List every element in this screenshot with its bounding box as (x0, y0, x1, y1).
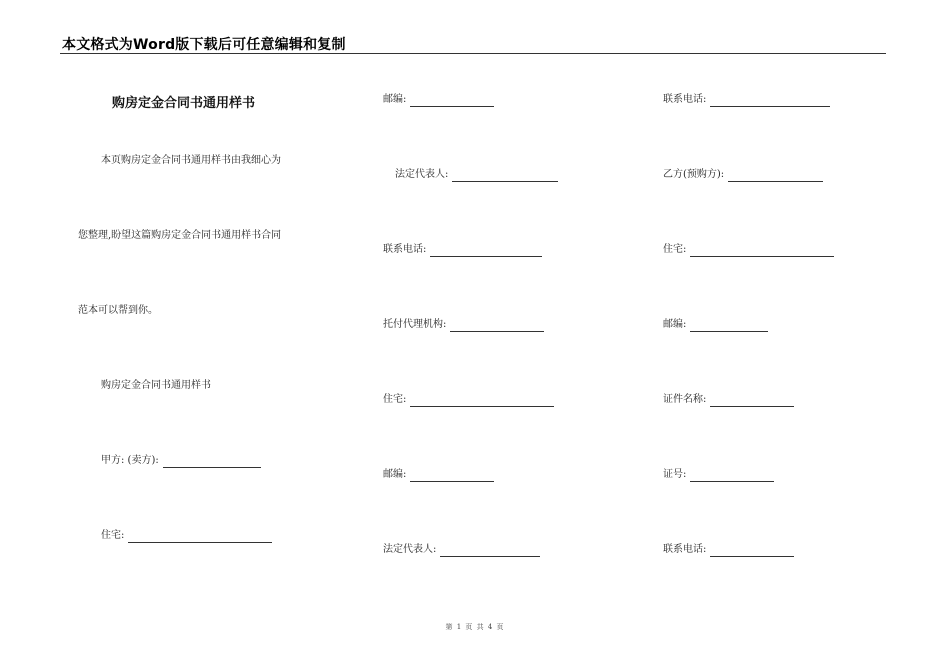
document-title: 购房定金合同书通用样书 (112, 96, 256, 111)
intro-line-2: 您整理,盼望这篇购房定金合同书通用样书合同 (78, 230, 282, 241)
party-b-postcode-label: 邮编: (663, 319, 687, 330)
id-number-field (663, 468, 774, 482)
postcode-label-2: 邮编: (383, 469, 407, 480)
party-b-postcode-field (663, 318, 768, 332)
postcode-field-2 (383, 468, 494, 482)
phone-blank-1 (430, 246, 542, 257)
postcode-blank-2 (410, 471, 494, 482)
party-b-phone-field (663, 543, 794, 557)
party-b-address-label: 住宅: (663, 244, 687, 255)
party-b-phone-label: 联系电话: (663, 544, 707, 555)
address-field-2 (383, 393, 554, 407)
party-b-label: 乙方(预购方): (663, 169, 725, 180)
legal-rep-field-1 (395, 168, 558, 182)
id-number-blank (690, 471, 774, 482)
party-b-field (663, 168, 823, 182)
phone-field-1 (383, 243, 542, 257)
agent-field (383, 318, 544, 332)
id-name-field (663, 393, 794, 407)
party-a-blank (163, 457, 261, 468)
id-name-blank (710, 396, 794, 407)
address-blank-2 (410, 396, 554, 407)
party-a-address-label: 住宅: (101, 530, 125, 541)
intro-line-3: 范本可以帮到你。 (78, 305, 158, 316)
postcode-label-1: 邮编: (383, 94, 407, 105)
phone-blank-a (710, 96, 830, 107)
party-a-field (101, 454, 261, 468)
party-b-blank (728, 171, 823, 182)
agent-label: 托付代理机构: (383, 319, 447, 330)
postcode-blank-1 (410, 96, 494, 107)
postcode-field-1 (383, 93, 494, 107)
id-number-label: 证号: (663, 469, 687, 480)
agent-blank (450, 321, 544, 332)
legal-rep-blank-2 (440, 546, 540, 557)
legal-rep-label-1: 法定代表人: (395, 169, 449, 180)
legal-rep-label-2: 法定代表人: (383, 544, 437, 555)
party-a-label: 甲方: (卖方): (101, 455, 159, 466)
header-notice: 本文格式为Word版下载后可任意编辑和复制 (62, 37, 346, 53)
phone-field-a (663, 93, 830, 107)
legal-rep-field-2 (383, 543, 540, 557)
party-b-address-field (663, 243, 834, 257)
address-label-2: 住宅: (383, 394, 407, 405)
header-divider (60, 53, 886, 54)
party-a-address-field (101, 529, 272, 543)
legal-rep-blank-1 (452, 171, 558, 182)
document-subtitle: 购房定金合同书通用样书 (101, 380, 211, 391)
id-name-label: 证件名称: (663, 394, 707, 405)
party-b-address-blank (690, 246, 834, 257)
phone-label-1: 联系电话: (383, 244, 427, 255)
party-a-address-blank (128, 532, 272, 543)
page-footer: 第 1 页 共 4 页 (445, 623, 505, 631)
intro-line-1: 本页购房定金合同书通用样书由我细心为 (101, 155, 281, 166)
phone-label-a: 联系电话: (663, 94, 707, 105)
party-b-postcode-blank (690, 321, 768, 332)
party-b-phone-blank (710, 546, 794, 557)
